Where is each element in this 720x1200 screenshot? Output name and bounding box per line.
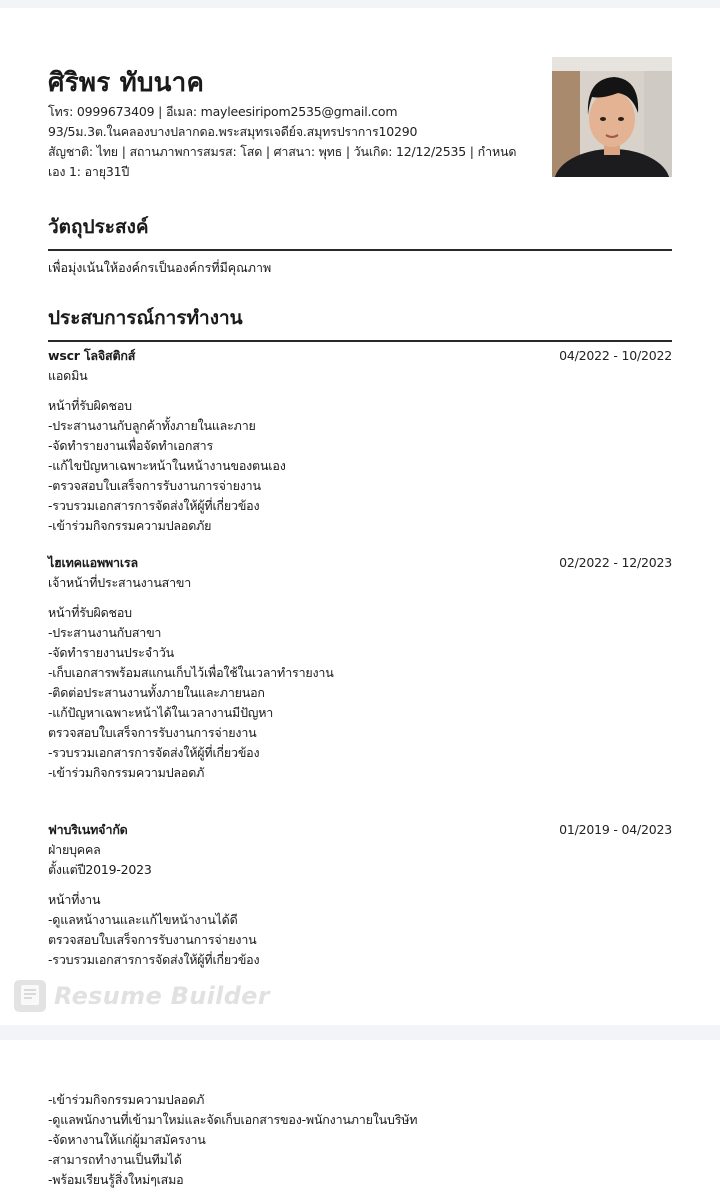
job-period: ตั้งแต่ปี2019-2023 (48, 862, 152, 877)
personal-info-line: สัญชาติ: ไทย | สถานภาพการสมรส: โสด | ศาสนา: พุทธ | วันเกิด: 12/12/2535 | กำหนด (48, 144, 517, 159)
resume-builder-watermark (14, 980, 270, 1012)
experience-heading: ประสบการณ์การทำงาน (48, 303, 672, 342)
job-duty-item: -ดูแลพนักงานที่เข้ามาใหม่และจัดเก็บเอกสารของ-พนักงานภายในบริษัท (48, 1112, 418, 1127)
job-entry-2 (48, 553, 672, 783)
job-duties-title: หน้าที่รับผิดชอบ (48, 605, 132, 620)
job-duty-item: -ตรวจสอบใบเสร็จการรับงานการจ่ายงาน (48, 478, 261, 493)
job-position: แอดมิน (48, 368, 88, 383)
job-duty-item: ตรวจสอบใบเสร็จการรับงานการจ่ายงาน (48, 932, 257, 947)
job-duty-item: -เข้าร่วมกิจกรรมความปลอดภัย (48, 518, 212, 533)
address-line: 93/5ม.3ต.ในคลองบางปลากดอ.พระสมุทรเจดีย์จ.สมุทรปราการ10290 (48, 124, 418, 139)
job-position: ฝ่ายบุคคล (48, 842, 101, 857)
profile-photo-image (552, 57, 672, 177)
job-duty-item: -เข้าร่วมกิจกรรมความปลอดภั (48, 765, 205, 780)
resume-builder-logo-icon (14, 980, 46, 1012)
job-duty-item: -พร้อมเรียนรู้สิ่งใหม่ๆเสมอ (48, 1172, 184, 1187)
profile-photo (552, 57, 672, 177)
job-duty-item: -ติดต่อประสานงานทั้งภายในและภายนอก (48, 685, 265, 700)
job-duty-item: -ดูแลหน้างานและแก้ไขหน้างานได้ดี (48, 912, 238, 927)
job-duty-item: -เก็บเอกสารพร้อมสแกนเก็บไว้เพื่อใช้ในเวลาทำรายงาน (48, 665, 334, 680)
job-entry-1 (48, 346, 672, 536)
job-company: wscr โลจิสติกส์ (48, 348, 136, 363)
job-entry-3 (48, 820, 672, 970)
resume-page-1 (0, 8, 720, 1025)
objective-heading: วัตถุประสงค์ (48, 212, 672, 251)
job-duty-item: -เข้าร่วมกิจกรรมความปลอดภั (48, 1092, 205, 1107)
job-duty-item: -จัดทำรายงานประจำวัน (48, 645, 175, 660)
job-position: เจ้าหน้าที่ประสานงานสาขา (48, 575, 192, 590)
job-company: ไฮเทคแอพพาเรล (48, 555, 138, 570)
job-duties-continued (48, 1090, 417, 1190)
personal-info-line-continued: เอง 1: อายุ31ปี (48, 164, 130, 179)
job-duties-title: หน้าที่งาน (48, 892, 101, 907)
contact-line: โทร: 0999673409 | อีเมล: mayleesiripom2535@gmail.com (48, 104, 398, 119)
watermark-text: Resume Builder (54, 982, 270, 1010)
job-company: ฟาบริเนทจำกัด (48, 822, 128, 837)
job-duty-item: -รวบรวมเอกสารการจัดส่งให้ผู้ที่เกี่ยวข้อง (48, 952, 260, 967)
job-dates: 04/2022 - 10/2022 (559, 348, 672, 363)
job-duty-item: -จัดหางานให้แก่ผู้มาสมัครงาน (48, 1132, 206, 1147)
job-dates: 01/2019 - 04/2023 (559, 822, 672, 837)
job-duties-title: หน้าที่รับผิดชอบ (48, 398, 132, 413)
job-duty-item: -แก้ไขปัญหาเฉพาะหน้าในหน้างานของตนเอง (48, 458, 286, 473)
job-duty-item: -สามารถทำงานเป็นทีมได้ (48, 1152, 182, 1167)
objective-text: เพื่อมุ่งเน้นให้องค์กรเป็นองค์กรที่มีคุณภาพ (48, 260, 272, 275)
job-duty-item: ตรวจสอบใบเสร็จการรับงานการจ่ายงาน (48, 725, 257, 740)
job-duty-item: -รวบรวมเอกสารการจัดส่งให้ผู้ที่เกี่ยวข้อง (48, 745, 260, 760)
job-duty-item: -ประสานงานกับลูกค้าทั้งภายในและภาย (48, 418, 256, 433)
job-duty-item: -จัดทำรายงานเพื่อจัดทำเอกสาร (48, 438, 213, 453)
job-duty-item: -รวบรวมเอกสารการจัดส่งให้ผู้ที่เกี่ยวข้อง (48, 498, 260, 513)
resume-page-2 (0, 1040, 720, 1200)
job-dates: 02/2022 - 12/2023 (559, 555, 672, 570)
contact-info (48, 102, 518, 182)
candidate-name: ศิริพร ทับนาค (48, 68, 205, 98)
job-duty-item: -แก้ปัญหาเฉพาะหน้าได้ในเวลางานมีปัญหา (48, 705, 274, 720)
job-duty-item: -ประสานงานกับสาขา (48, 625, 162, 640)
